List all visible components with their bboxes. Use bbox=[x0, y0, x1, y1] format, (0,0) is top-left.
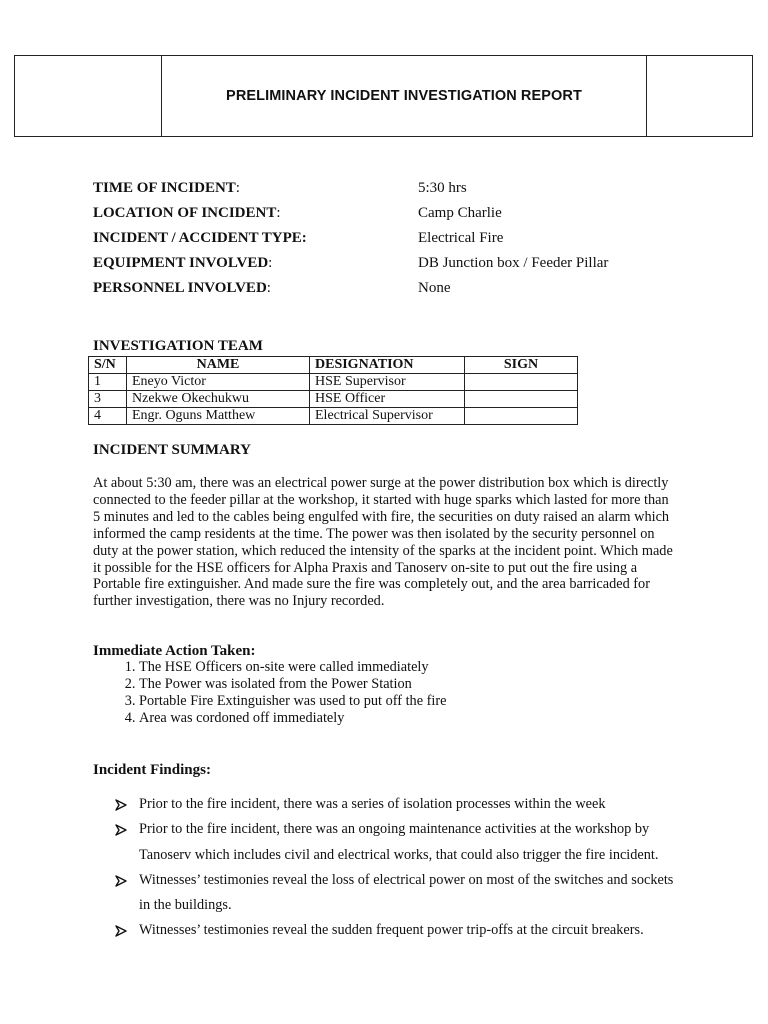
detail-value: None bbox=[418, 280, 451, 296]
list-item bbox=[115, 817, 680, 868]
column-header-name: NAME bbox=[127, 357, 310, 374]
detail-row bbox=[93, 228, 693, 253]
report-header-box bbox=[14, 55, 753, 137]
cell-designation: HSE Supervisor bbox=[310, 374, 465, 391]
column-header-designation: DESIGNATION bbox=[310, 357, 465, 374]
cell-sn: 4 bbox=[89, 408, 127, 425]
incident-findings-list bbox=[115, 792, 680, 944]
investigation-team-table bbox=[88, 356, 578, 425]
cell-sign bbox=[465, 391, 578, 408]
detail-row bbox=[93, 253, 693, 278]
cell-name: Engr. Oguns Matthew bbox=[127, 408, 310, 425]
arrow-bullet-icon bbox=[115, 824, 127, 836]
detail-label: INCIDENT / ACCIDENT TYPE: bbox=[93, 230, 307, 246]
cell-sn: 1 bbox=[89, 374, 127, 391]
list-item: 1. The HSE Officers on-site were called immediately bbox=[139, 659, 659, 676]
incident-summary-text: At about 5:30 am, there was an electrical power surge at the power distribution box which is directly connected to the feeder pillar at the workshop, it started with huge sparks which lasted for more than 5 minutes and led to the cables being engulfed with fire, the securities on duty raised an alarm which informed the camp residents at the time. The power was then isolated by the security personnel on duty at the power station, which reduced the intensity of the sparks at the incident point. Which made it possible for the HSE officers for Alpha Praxis and Tanoserv on-site to put out the fire using a Portable fire extinguisher. And made sure the fire was completely out, and the area barricaded for further investigation, there was no Injury recorded. bbox=[93, 475, 673, 610]
detail-row bbox=[93, 278, 693, 303]
investigation-team-heading: INVESTIGATION TEAM bbox=[93, 338, 263, 354]
arrow-bullet-icon bbox=[115, 925, 127, 937]
header-title-cell bbox=[162, 56, 647, 136]
arrow-bullet-icon bbox=[115, 875, 127, 887]
immediate-action-heading: Immediate Action Taken: bbox=[93, 643, 256, 659]
cell-sn: 3 bbox=[89, 391, 127, 408]
column-header-sn: S/N bbox=[89, 357, 127, 374]
detail-value: 5:30 hrs bbox=[418, 180, 467, 196]
list-item: 4. Area was cordoned off immediately bbox=[139, 710, 659, 727]
finding-text: Prior to the fire incident, there was a series of isolation processes within the week bbox=[139, 796, 606, 812]
table-row bbox=[89, 374, 578, 391]
report-title: PRELIMINARY INCIDENT INVESTIGATION REPORT bbox=[226, 88, 582, 104]
list-item bbox=[115, 918, 680, 943]
table-row bbox=[89, 391, 578, 408]
detail-label: PERSONNEL INVOLVED: bbox=[93, 280, 271, 296]
cell-sign bbox=[465, 374, 578, 391]
column-header-sign: SIGN bbox=[465, 357, 578, 374]
incident-summary-heading: INCIDENT SUMMARY bbox=[93, 442, 251, 458]
list-item: 3. Portable Fire Extinguisher was used to put off the fire bbox=[139, 693, 659, 710]
incident-findings-heading: Incident Findings: bbox=[93, 762, 211, 778]
finding-text: Prior to the fire incident, there was an ongoing maintenance activities at the workshop by Tanoserv which includes civil and electrical works, that could also trigger the fire incident. bbox=[139, 821, 659, 863]
list-item bbox=[115, 868, 680, 919]
header-logo-cell-right bbox=[647, 56, 752, 136]
table-header-row bbox=[89, 357, 578, 374]
detail-label: LOCATION OF INCIDENT: bbox=[93, 205, 281, 221]
cell-designation: Electrical Supervisor bbox=[310, 408, 465, 425]
finding-text: Witnesses’ testimonies reveal the sudden frequent power trip-offs at the circuit breakers. bbox=[139, 922, 644, 939]
detail-value: Electrical Fire bbox=[418, 230, 504, 246]
detail-label: EQUIPMENT INVOLVED: bbox=[93, 255, 273, 271]
finding-text: Witnesses’ testimonies reveal the loss of electrical power on most of the switches and sockets in the buildings. bbox=[139, 871, 674, 914]
list-item bbox=[115, 792, 680, 817]
detail-value: Camp Charlie bbox=[418, 205, 502, 221]
detail-row bbox=[93, 178, 693, 203]
incident-details bbox=[93, 178, 693, 303]
detail-row bbox=[93, 203, 693, 228]
detail-label: TIME OF INCIDENT: bbox=[93, 180, 240, 196]
cell-designation: HSE Officer bbox=[310, 391, 465, 408]
detail-value: DB Junction box / Feeder Pillar bbox=[418, 255, 609, 271]
cell-sign bbox=[465, 408, 578, 425]
immediate-action-list bbox=[93, 659, 659, 727]
cell-name: Nzekwe Okechukwu bbox=[127, 391, 310, 408]
arrow-bullet-icon bbox=[115, 799, 127, 811]
list-item: 2. The Power was isolated from the Power Station bbox=[139, 676, 659, 693]
header-logo-cell-left bbox=[15, 56, 162, 136]
cell-name: Eneyo Victor bbox=[127, 374, 310, 391]
table-row bbox=[89, 408, 578, 425]
